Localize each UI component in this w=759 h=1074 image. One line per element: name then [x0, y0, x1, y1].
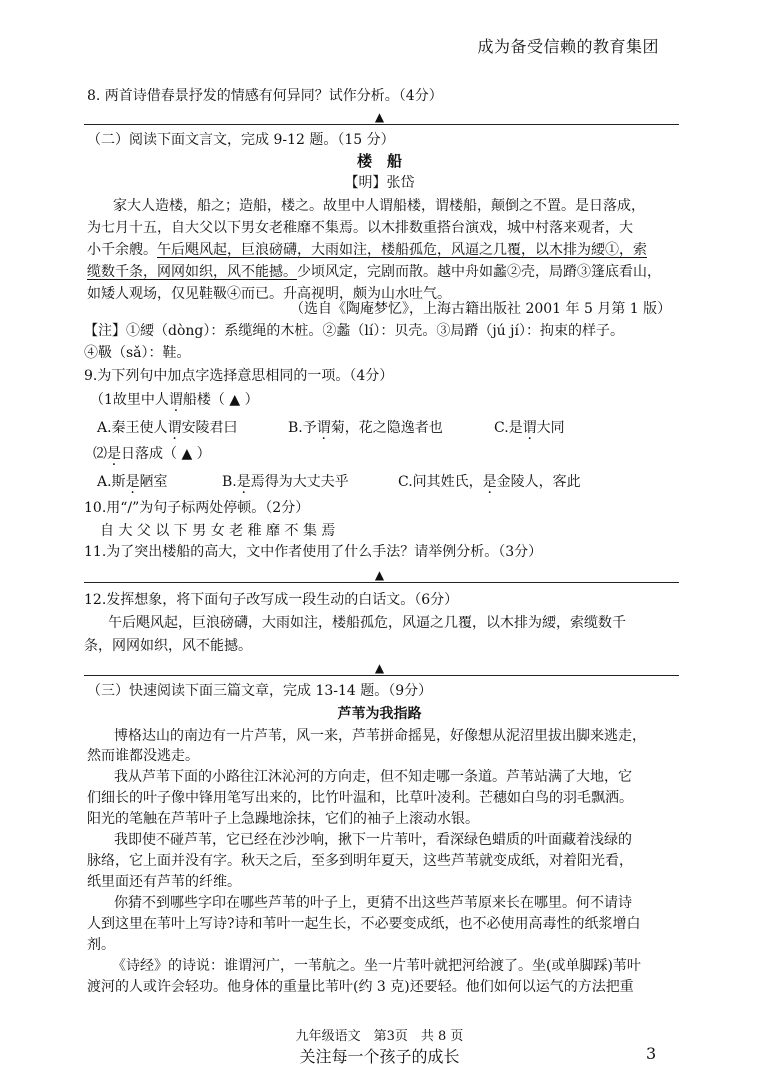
question-9-sub-1: （1故里中人谓船楼（ ▲ ）	[90, 392, 259, 408]
question-9-options-2: A.斯是陋室	[97, 474, 168, 490]
text-author: 【明】张岱	[344, 175, 415, 191]
article-line: 阳光的笔触在芦苇叶子上急躁地涂抹，它们的袖子上滚动水银。	[87, 811, 479, 827]
divider	[84, 675, 679, 676]
answer-marker: ▲	[374, 661, 385, 675]
annotation: 【注】①䌁（dòng）：系缆绳的木桩。②蠡（lí）：贝壳。③局蹐（jú jí）：拘束的样子。	[84, 323, 624, 339]
question-12-text: 午后飓风起，巨浪磅礴，大雨如注，楼船孤危，风逼之几覆，以木排为䌁，索缆数千	[108, 615, 626, 631]
article-title: 芦苇为我指路	[337, 706, 422, 722]
source-citation: （选自《陶庵梦忆》，上海古籍出版社 2001 年 5 月第 1 版）	[290, 301, 672, 317]
footer-slogan: 关注每一个孩子的成长	[299, 1047, 460, 1066]
article-line: 然而谁都没逃走。	[87, 748, 199, 764]
article-line: 剂。	[87, 937, 115, 953]
question-12-text: 条，网网如织，风不能撼。	[84, 638, 252, 654]
question-9: 9.为下列句中加点字选择意思相同的一项。（4分）	[84, 368, 394, 384]
article-line: 人到这里在苇叶上写诗?诗和苇叶一起生长，不必要变成纸，也不必使用高毒性的纸浆增白	[87, 916, 641, 932]
passage-line: 为七月十五，自大父以下男女老稚靡不集焉。以木排数重搭台演戏，城中村落来观者，大	[87, 220, 633, 236]
section-3-title: （三）快速阅读下面三篇文章，完成 13-14 题。（9分）	[87, 683, 433, 699]
passage-line: 小千余艘。午后飓风起，巨浪磅礴，大雨如注，楼船孤危，风逼之几覆，以木排为䌁①，索	[87, 242, 647, 258]
annotation: ④靸（sǎ）：鞋。	[84, 345, 191, 361]
section-2-title: （二）阅读下面文言文，完成 9-12 题。（15 分）	[87, 132, 395, 148]
question-9-options-1: A.秦王使人谓安陵君曰	[97, 420, 238, 436]
passage-line: 缆数千条，网网如织，风不能撼。少顷风定，完剧而散。越中舟如蠡②壳，局蹐③篷底看山，	[87, 264, 661, 280]
article-line: 们细长的叶子像中锋用笔写出来的，比竹叶温和，比草叶凌利。芒穗如白鸟的羽毛飘洒。	[87, 790, 633, 806]
question-10: 10.用“/”为句子标两处停顿。（2分）	[84, 500, 310, 516]
passage-line: 如矮人观场，仅见鞋靸④而已。升高视明，颇为山水吐气。	[87, 286, 451, 302]
question-8: 8. 两首诗借春景抒发的情感有何异同？试作分析。（4分）	[87, 88, 443, 104]
page-number: 3	[646, 1044, 657, 1063]
text-title: 楼 船	[356, 152, 402, 170]
article-line: 博格达山的南边有一片芦苇，风一来，芦苇拼命摇晃，好像想从泥沼里拔出脚来逃走，	[114, 728, 646, 744]
article-line: 你猜不到哪些字印在哪些芦苇的叶子上，更猜不出这些芦苇原来长在哪里。何不请诗	[114, 895, 632, 911]
question-12: 12.发挥想象，将下面句子改写成一段生动的白话文。（6分）	[84, 592, 459, 608]
article-line: 渡河的人或许会轻功。他身体的重量比苇叶(约 3 克)还要轻。他们如何以运气的方法把重	[87, 979, 634, 995]
question-10-sentence: 自 大 父 以 下 男 女 老 稚 靡 不 集 焉	[100, 523, 336, 539]
article-line: 我从芦苇下面的小路往江沐沁河的方向走，但不知走哪一条道。芦苇站满了大地，它	[114, 769, 632, 785]
passage-line: 家大人造楼，船之；造船，楼之。故里中人谓船楼，谓楼船，颠倒之不置。是日落成，	[113, 198, 645, 214]
page-header: 成为备受信赖的教育集团	[477, 37, 659, 56]
question-9-options-2: C.问其姓氏，是金陵人，客此	[398, 474, 581, 490]
article-line: 纸里面还有芦苇的纤维。	[87, 874, 241, 890]
question-9-options-1: C.是谓大同	[494, 420, 565, 436]
answer-marker: ▲	[374, 110, 385, 124]
underlined-sentence: 午后飓风起，巨浪磅礴，大雨如注，楼船孤危，风逼之几覆，以木排为䌁①，索	[157, 242, 647, 258]
divider	[84, 582, 679, 583]
answer-marker: ▲	[374, 568, 385, 582]
underlined-sentence: 缆数千条，网网如织，风不能撼。	[87, 264, 297, 280]
question-9-sub-2: ⑵是日落成（ ▲ ）	[93, 446, 211, 462]
article-line: 《诗经》的诗说：谁谓河广，一苇航之。坐一片苇叶就把河给渡了。坐(或单脚踩)苇叶	[112, 958, 641, 974]
article-line: 我即使不碰芦苇，它已经在沙沙响，揪下一片苇叶，看深绿色蜡质的叶面藏着浅绿的	[114, 832, 632, 848]
article-line: 脉络，它上面并没有字。秋天之后，至多到明年夏天，这些芦苇就变成纸，对着阳光看，	[87, 853, 633, 869]
question-9-options-2: B.是焉得为大丈夫乎	[222, 474, 349, 490]
divider	[84, 124, 679, 125]
question-9-options-1: B.予谓菊，花之隐逸者也	[288, 420, 443, 436]
question-11: 11.为了突出楼船的高大，文中作者使用了什么手法？请举例分析。（3分）	[84, 544, 543, 560]
page-footer: 九年级语文 第3页 共 8 页	[295, 1029, 464, 1044]
